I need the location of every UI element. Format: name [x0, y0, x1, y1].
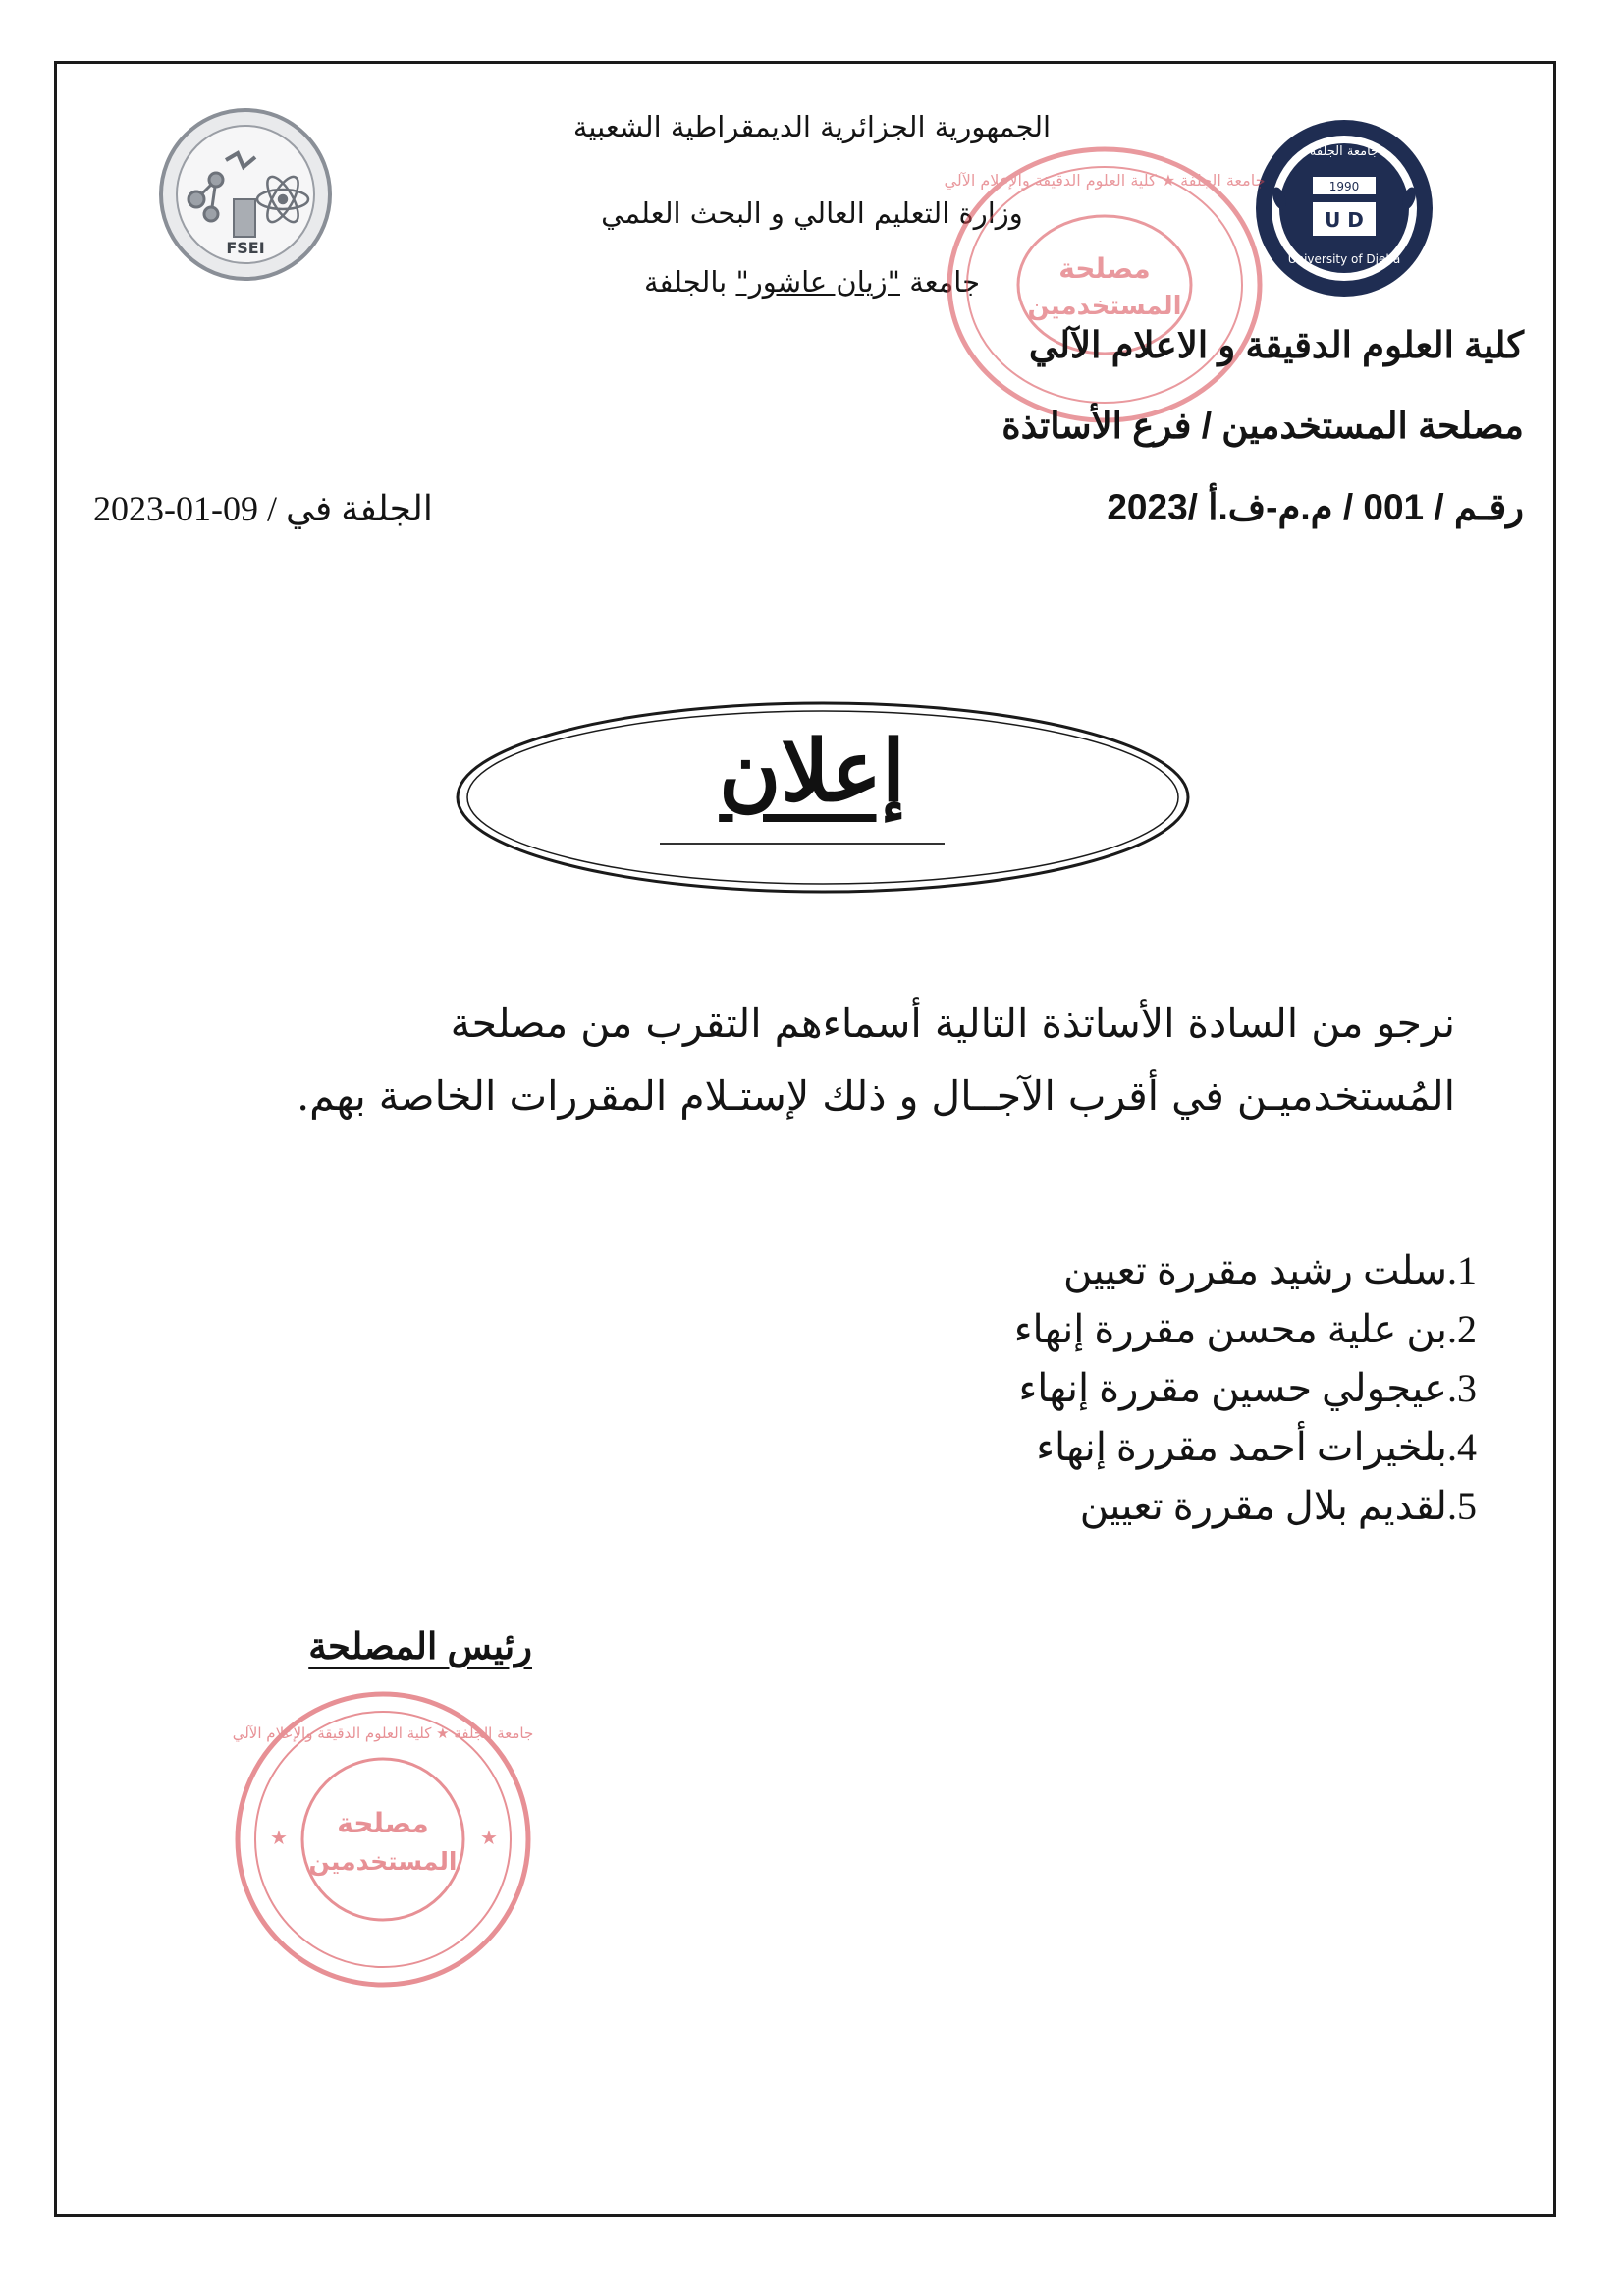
- body-line-1: نرجو من السادة الأساتذة التالية أسماءهم التقرب من مصلحة: [450, 1000, 1455, 1047]
- service-stamp-top: [943, 142, 1267, 427]
- logo-top-text: جامعة الجلفة: [1309, 144, 1380, 159]
- header-republic: الجمهورية الجزائرية الديمقراطية الشعبية: [572, 110, 1052, 143]
- logo-year: 1990: [1328, 180, 1360, 193]
- header-ministry: وزارة التعليم العالي و البحث العلمي: [601, 196, 1023, 230]
- list-item-number: 2.: [1447, 1307, 1477, 1351]
- signature-label: رئيس المصلحة: [308, 1626, 532, 1667]
- flask-icon: [234, 199, 255, 237]
- university-logo: [1252, 116, 1436, 301]
- list-item-number: 1.: [1447, 1248, 1477, 1292]
- list-item-number: 3.: [1447, 1366, 1477, 1410]
- service-stamp-bottom: [231, 1687, 535, 1992]
- stamp-top-line2: المستخدمين: [1027, 292, 1182, 321]
- service-name: مصلحة المستخدمين / فرع الأساتذة: [1001, 406, 1524, 446]
- list-item: [1018, 1365, 1477, 1411]
- list-item: [1036, 1424, 1477, 1470]
- title-underline-rule: [660, 843, 945, 845]
- stamp-star-icon: ★: [270, 1826, 288, 1849]
- stamp-star-icon: ★: [480, 1826, 498, 1849]
- list-item: [1063, 1247, 1477, 1293]
- list-item: [1014, 1306, 1477, 1352]
- announcement-title: إعلان: [719, 722, 905, 821]
- stamp-bottom-line2: المستخدمين: [308, 1847, 458, 1876]
- reference-number: رقـم / 001 / م.م-ف.أ /2023: [1107, 487, 1524, 527]
- document-date: الجلفة في / 09-01-2023: [93, 489, 433, 528]
- list-item-number: 4.: [1447, 1425, 1477, 1469]
- university-name: "زيان عاشور": [735, 265, 900, 299]
- faculty-name: كلية العلوم الدقيقة و الاعلام الآلي: [1028, 325, 1524, 365]
- list-item-text: عيجولي حسين مقررة إنهاء: [1018, 1366, 1447, 1410]
- stamp-top-line1: مصلحة: [1058, 252, 1151, 285]
- list-item-text: بن علية محسن مقررة إنهاء: [1013, 1307, 1447, 1351]
- logo-caption: University of Djelfa: [1287, 252, 1401, 266]
- university-prefix: جامعة: [909, 265, 981, 299]
- university-suffix: بالجلفة: [643, 265, 728, 299]
- stamp-bottom-ring: جامعة الجلفة ★ كلية العلوم الدقيقة والإعلام الآلي: [232, 1724, 534, 1742]
- logo-fsei-text: FSEI: [226, 239, 265, 257]
- list-item-text: سلت رشيد مقررة تعيين: [1063, 1248, 1447, 1292]
- faculty-logo: [157, 106, 334, 283]
- stamp-bottom-line1: مصلحة: [337, 1807, 429, 1839]
- list-item-number: 5.: [1447, 1484, 1477, 1528]
- body-line-2: المُستخدميـن في أقرب الآجــال و ذلك لإستـلام المقررات الخاصة بهم.: [297, 1072, 1455, 1120]
- list-item: [1080, 1483, 1477, 1529]
- stamp-top-ring: جامعة الجلفة ★ كلية العلوم الدقيقة والإعلام الآلي: [944, 171, 1266, 190]
- list-item-text: لقديم بلال مقررة تعيين: [1079, 1484, 1447, 1528]
- list-item-text: بلخيرات أحمد مقررة إنهاء: [1036, 1425, 1447, 1469]
- logo-letters: U D: [1325, 208, 1364, 232]
